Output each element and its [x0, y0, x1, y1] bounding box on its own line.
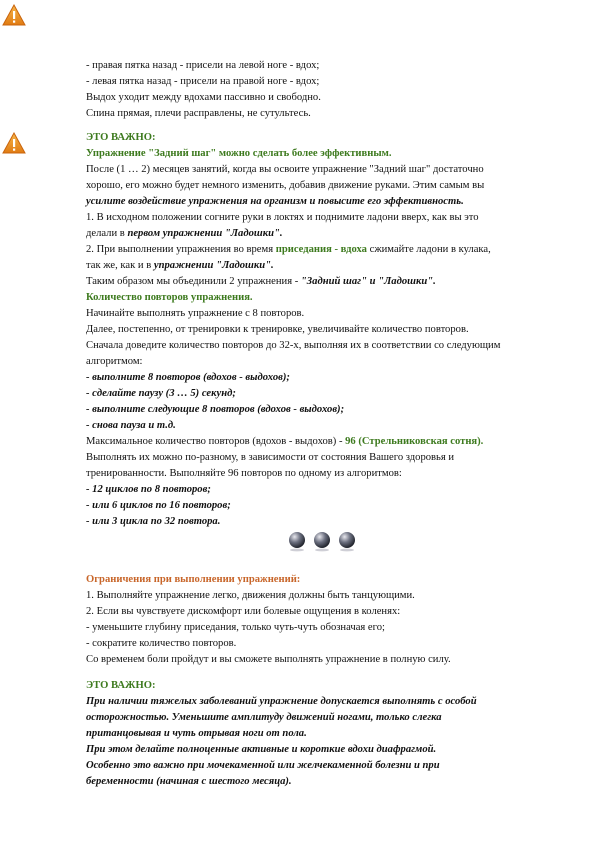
paragraph-line [86, 258, 556, 274]
paragraph-line: Со временем боли пройдут и вы сможете выполнять упражнение в полную силу. [86, 654, 451, 665]
paragraph-line: 2. Если вы чувствуете дискомфорт или болевые ощущения в коленях: [86, 606, 401, 617]
paragraph-line [86, 242, 556, 258]
paragraph-line: Особенно это важно при мочекаменной или желчекаменной болезни и при [86, 760, 440, 771]
text: делали в [86, 228, 128, 239]
section-important-1 [86, 130, 556, 530]
intro-line: Выдох уходит между вдохами пассивно и свободно. [86, 92, 321, 103]
paragraph-line: Начинайте выполнять упражнение с 8 повторов. [86, 308, 305, 319]
italic-text: первом упражнении "Ладошки". [127, 228, 283, 239]
warning-triangle-icon [2, 4, 26, 26]
paragraph-line [86, 274, 556, 290]
three-dots-separator [287, 530, 359, 552]
paragraph-line: 1. В исходном положении согните руки в локтях и поднимите ладони вверх, как вы это [86, 212, 479, 223]
paragraph-line: После (1 … 2) месяцев занятий, когда вы освоите упражнение "Задний шаг" достаточно [86, 164, 484, 175]
paragraph-line: Выполнять их можно по-разному, в зависимости от состояния Вашего здоровья и [86, 452, 455, 463]
paragraph-line: беременности (начиная с шестого месяца). [86, 776, 292, 787]
intro-line: - левая пятка назад - присели на правой ноге - вдох; [86, 76, 320, 87]
paragraph-line: осторожностью. Уменьшите амплитуду движений ногами, только слегка [86, 712, 442, 723]
italic-text: "Задний шаг" и "Ладошки". [300, 276, 436, 287]
italic-text: упражнении "Ладошки". [153, 260, 274, 271]
paragraph-line: усилите воздействие упражнения на организм и повысите его эффективность. [86, 196, 464, 207]
section-restrictions [86, 572, 556, 668]
text: так же, как и в [86, 260, 154, 271]
highlight-text: 96 (Стрельниковская сотня). [345, 436, 484, 447]
text: сжимайте ладони в кулака, [366, 244, 491, 255]
paragraph-line [86, 226, 556, 242]
algorithm-step: - снова пауза и т.д. [86, 420, 176, 431]
section-heading: ЭТО ВАЖНО: [86, 680, 156, 691]
paragraph-line: 1. Выполняйте упражнение легко, движения должны быть танцующими. [86, 590, 415, 601]
paragraph-line: При наличии тяжелых заболеваний упражнение допускается выполнять с особой [86, 696, 477, 707]
text: 2. При выполнении упражнения во время [86, 244, 276, 255]
section-subheading: Упражнение "Задний шаг" можно сделать более эффективным. [86, 148, 392, 159]
algorithm-step: - выполните 8 повторов (вдохов - выдохов); [86, 372, 290, 383]
text: Таким образом мы объединили 2 упражнения - [86, 276, 301, 287]
text: Максимальное количество повторов (вдохов - выдохов) - [86, 436, 346, 447]
warning-triangle-icon [2, 132, 26, 154]
algorithm-option: - или 6 циклов по 16 повторов; [86, 500, 231, 511]
intro-line: Спина прямая, плечи расправлены, не сутультесь. [86, 108, 311, 119]
paragraph-line: пританцовывая и чуть отрывая ноги от пола. [86, 728, 307, 739]
algorithm-option: - 12 циклов по 8 повторов; [86, 484, 211, 495]
section-heading: ЭТО ВАЖНО: [86, 132, 156, 143]
paragraph-line [86, 434, 556, 450]
section-heading: Ограничения при выполнении упражнений: [86, 574, 301, 585]
section-important-2 [86, 678, 556, 790]
algorithm-step: - выполните следующие 8 повторов (вдохов - выдохов); [86, 404, 345, 415]
algorithm-option: - или 3 цикла по 32 повтора. [86, 516, 221, 527]
paragraph-line: Далее, постепенно, от тренировки к тренировке, увеличивайте количество повторов. [86, 324, 469, 335]
paragraph-line: Сначала доведите количество повторов до 32-х, выполняя их в соответствии со следующим [86, 340, 501, 351]
paragraph-line: хорошо, его можно будет немного изменить, добавив движение руками. Этим самым вы [86, 180, 485, 191]
intro-text [86, 58, 556, 122]
paragraph-line: При этом делайте полноценные активные и короткие вдохи диафрагмой. [86, 744, 437, 755]
paragraph-line: - уменьшите глубину приседания, только чуть-чуть обозначая его; [86, 622, 385, 633]
paragraph-line: тренированности. Выполняйте 96 повторов по одному из алгоритмов: [86, 468, 402, 479]
algorithm-step: - сделайте паузу (3 … 5) секунд; [86, 388, 236, 399]
intro-line: - правая пятка назад - присели на левой ноге - вдох; [86, 60, 320, 71]
highlight-text: приседания - вдоха [275, 244, 367, 255]
paragraph-line: - сократите количество повторов. [86, 638, 237, 649]
subsection-heading: Количество повторов упражнения. [86, 292, 253, 303]
paragraph-line: алгоритмом: [86, 356, 143, 367]
